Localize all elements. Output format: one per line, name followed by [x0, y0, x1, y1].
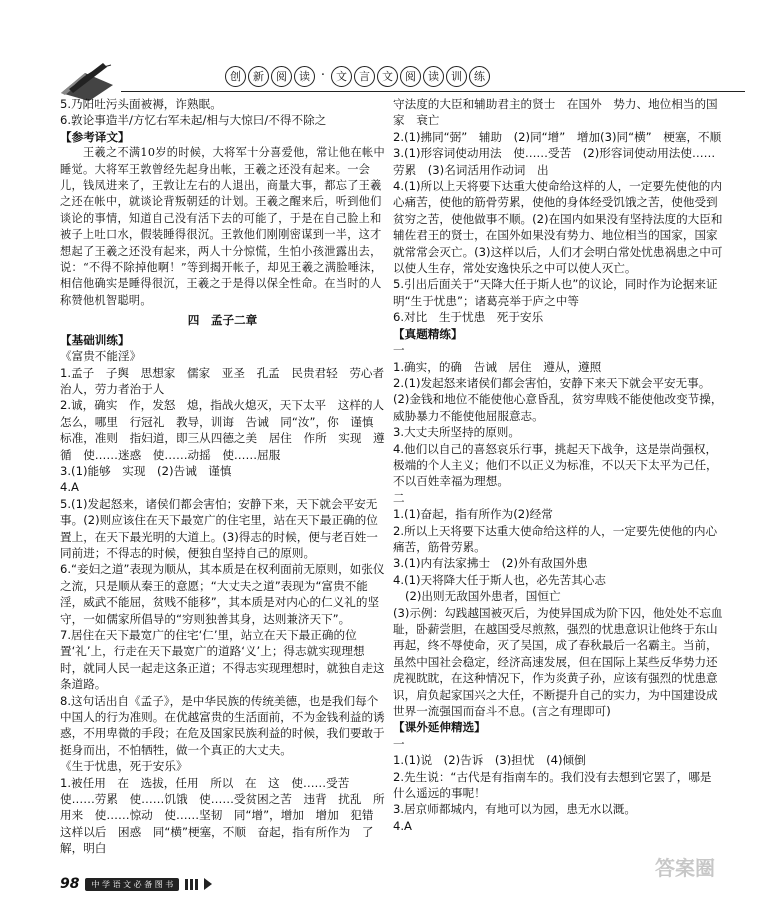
answer-line: 1.确实，的确 告诫 居住 遵从，遵照	[393, 359, 602, 374]
stripes-decoration	[185, 879, 198, 890]
answer-line: 1.孟子 子舆 思想家 儒家 亚圣 孔孟 民贵君轻 劳心者治人，劳力者治于人	[60, 365, 385, 396]
answer-line: 《生于忧患，死于安乐》	[60, 759, 188, 774]
answer-line: 4.(1)所以上天将要下达重大使命给这样的人，一定要先使他的内心痛苦，使他的筋骨劳累，使他的身体经受饥饿之苦，使他受到贫穷之苦，使他做事不顺。(2)在国内如果没有坚持法度的大臣和辅佐君王的贤士，在国外如果没有势力、地位相当的国家，国家就常常会灭亡。(3)这样以后，人们才会明白常处忧患祸患之中可以使人生存，常处安逸快乐之中可以使人灭亡。	[393, 179, 723, 276]
watermark: 答案圈	[655, 856, 715, 880]
answer-line: 5.引出后面关于“天降大任于斯人也”的议论，同时作为论据来证明“生于忧患”；诸葛亮举于庐之中等	[393, 277, 718, 308]
answer-line: 4.A	[393, 818, 412, 833]
section-heading: 【基础训练】	[60, 332, 130, 347]
answer-line: 二	[393, 490, 405, 505]
title-char: 言	[354, 66, 375, 87]
title-char: 新	[248, 66, 269, 87]
title-char: 阅	[400, 66, 421, 87]
chapter-title: 四 孟子二章	[187, 313, 258, 328]
answer-line: 4.(1)天将降大任于斯人也，必先苦其心志	[393, 572, 606, 587]
answer-line: 2.(1)发起怒来诸侯们都会害怕，安静下来天下就会平安无事。(2)金钱和地位不能使他心意昏乱，贫穷卑贱不能使他改变节操，威胁暴力不能使他屈服意志。	[393, 375, 723, 423]
answer-line: 6.对比 生于忧患 死于安乐	[393, 310, 544, 325]
answer-line: (3)示例：勾践越国被灭后，为使异国成为阶下囚，他处处不忘血耻，卧薪尝胆，在越国受尽煎熬，强烈的忧患意识让他终于东山再起，终不辱使命，灭了吴国，成了春秋最后一名霸主。当前，虽然中国社会稳定，经济高速发展，但在国际上某些反华势力还虎视眈眈，在这种情况下，作为炎黄子孙，应该有强烈的忧患意识，肩负起家国兴之大任，不断提升自己的实力，为中国建设成世界一流强国而奋斗不息。(言之有理即可)	[393, 605, 723, 719]
answer-line: 3.(1)能够 实现 (2)告诫 谨慎	[60, 463, 232, 478]
answer-line: 4.A	[60, 480, 79, 495]
title-char: 文	[377, 66, 398, 87]
header-rule	[121, 91, 745, 92]
title-char: ·	[320, 68, 326, 83]
title-char: 阅	[271, 66, 292, 87]
page-footer	[60, 876, 212, 892]
answer-line: 1.(1)奋起，指有所作为(2)经常	[393, 507, 553, 522]
answer-line: 一	[393, 736, 405, 751]
left-column	[60, 96, 385, 857]
answer-line: 3.(1)内有法家拂士 (2)外有敌国外患	[393, 556, 588, 571]
answer-line: 2.(1)拂同“弼” 辅助 (2)同“增” 增加(3)同“横” 梗塞，不顺	[393, 129, 722, 144]
answer-line: 6.“妾妇之道”表现为顺从，其本质是在权利面前无原则，如张仪之流，只是顺从秦王的意愿；“大丈夫之道”表现为“富贵不能淫，威武不能屈，贫贱不能移”，其本质是对内心的仁义礼的坚守，一如儒家所倡导的“穷则独善其身，达则兼济天下”。	[60, 562, 385, 626]
answer-line: 王羲之不满10岁的时候，大将军十分喜爱他，常让他在帐中睡觉。大将军王敦曾经先起身出帐，王羲之还没有起来。一会儿，钱凤进来了，王敦让左右的人退出，商量大事，都忘了王羲之还在帐中，就谈论背叛朝廷的计划。王羲之醒来后，听到他们谈论的事情，知道自己没有活下去的可能了，于是在自己脸上和被子上吐口水，假装睡得很沉。王敦他们刚刚密谋到一半，这才想起了王羲之还没有起来，两人十分惊慌，生怕小孩泄露出去，说：“不得不除掉他啊！”等到揭开帐子，却见王羲之满脸唾沫，相信他确实是睡得很沉，王羲之于是得以保全性命。在当时的人称赞他机智聪明。	[60, 146, 385, 307]
section-heading: 【真题精练】	[393, 326, 463, 341]
title-char: 读	[423, 66, 444, 87]
section-heading: 【课外延伸精选】	[393, 720, 486, 735]
title-char: 创	[225, 66, 246, 87]
answer-line: 2.所以上天将要下达重大使命给这样的人，一定要先使他的内心痛苦，筋骨劳累。	[393, 523, 718, 554]
answer-line: 《富贵不能淫》	[60, 349, 142, 364]
title-char: 训	[446, 66, 467, 87]
series-label: 中 学 语 文 必 备 图 书	[85, 878, 179, 891]
answer-line: 4.他们以自己的喜怒哀乐行事，挑起天下战争，这是崇尚强权，极端的个人主义；他们不以正义为标准，不以天下太平为己任，不以百姓幸福为理想。	[393, 441, 718, 489]
answer-line: 3.居京师都城内，有地可以为园，患无水以溉。	[393, 802, 636, 817]
answer-line: (2)出则无敌国外患者，国恒亡	[405, 589, 561, 604]
answer-line: 守法度的大臣和辅助君主的贤士 在国外 势力、地位相当的国家 衰亡	[393, 97, 718, 128]
answer-line: 1.(1)说 (2)告诉 (3)担忧 (4)倾倒	[393, 753, 586, 768]
title-char: 读	[294, 66, 315, 87]
answer-line: 8.这句话出自《孟子》，是中华民族的传统美德，也是我们每个中国人的行为准则。在优越富贵的生活面前，不为金钱利益的诱惑，不用卑微的手段；在危及国家民族利益的时候，我们要敢于挺身而出，不怕牺牲，做一个真正的大丈夫。	[60, 693, 385, 757]
answer-line: 5.乃阳吐污头面被褥，诈熟眠。	[60, 97, 222, 111]
answer-line: 5.(1)发起怒来，诸侯们都会害怕；安静下来，天下就会平安无事。(2)则应该住在天下最宽广的住宅里，站在天下最正确的位置上，在天下最光明的大道上。(3)得志的时候，便与老百姓一同前进；不得志的时候，便独自坚持自己的原则。	[60, 496, 378, 560]
answer-line: 6.敦论事造半/方忆右军未起/相与大惊曰/不得不除之	[60, 113, 327, 128]
title-char: 练	[469, 66, 490, 87]
page-number: 98	[60, 876, 80, 892]
answer-line: 7.居住在天下最宽广的住宅‘仁’里，站立在天下最正确的位置‘礼’上，行走在天下最宽广的道路‘义’上；得志就实现理想时，就同人民一起走这条正道；不得志实现理想时，就独自走这条道路。	[60, 628, 385, 692]
right-column	[393, 96, 723, 834]
title-char: 文	[331, 66, 352, 87]
answer-line: 3.大丈夫所坚持的原则。	[393, 425, 520, 440]
answer-line: 3.(1)形容词使动用法 使……受苦 (2)形容词使动用法使……劳累 (3)名词活用作动词 出	[393, 146, 716, 177]
answer-line: 一	[393, 343, 405, 358]
section-heading: 【参考译文】	[60, 129, 130, 144]
answer-line: 2.先生说：“古代是有指南车的。我们没有去想到它罢了，哪是什么遥远的事呢！	[393, 769, 712, 801]
answer-line: 1.被任用 在 选拔，任用 所以 在 这 使……受苦 使……劳累 使……饥饿 使……受贫困之苦 违背 扰乱 所用来 使……惊动 使……坚韧 同“增”，增加 增加 犯错 这样以后 困惑 同“横”梗塞，不顺 奋起，指有所作为 了解，明白	[60, 775, 386, 856]
series-title	[225, 66, 490, 87]
answer-line: 2.诚，确实 作，发怒 熄，指战火熄灭，天下太平 这样的人怎么，哪里 行冠礼 教导，训诲 告诫 同“汝”，你 谨慎 标准，准则 指妇道，即三从四德之美 居住 作所 实现 遵循 使……迷惑 使……动摇 使……屈服	[60, 398, 386, 462]
arrow-icon	[204, 878, 212, 890]
